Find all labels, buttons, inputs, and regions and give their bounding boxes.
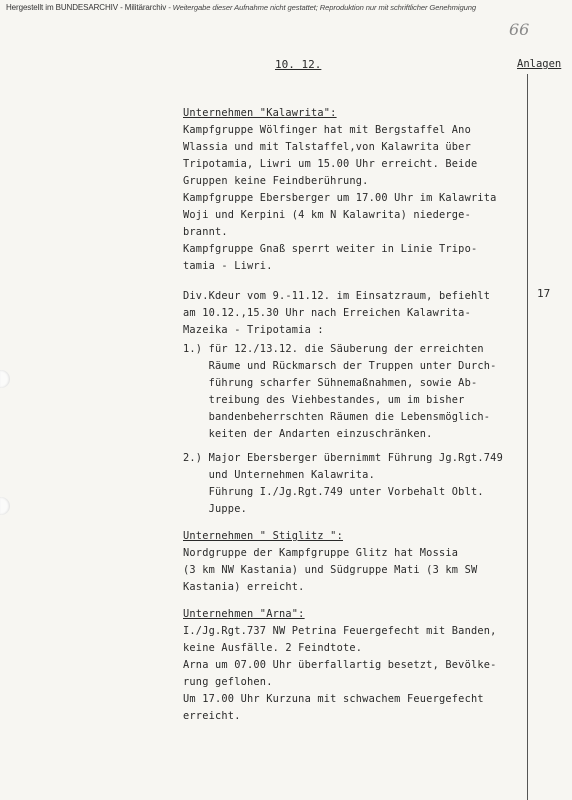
text-line: Führung I./Jg.Rgt.749 unter Vorbehalt Oblt. [183,486,484,498]
text-line: 1.) für 12./13.12. die Säuberung der erreichten [183,343,484,355]
text-line: Woji und Kerpini (4 km N Kalawrita) niederge- [183,209,471,221]
text-line: I./Jg.Rgt.737 NW Petrina Feuergefecht mit Banden, [183,625,497,637]
punch-hole-upper [0,370,10,388]
text-line: tamia - Liwri. [183,260,273,272]
text-line: bandenbeherrschten Räumen die Lebensmöglich- [183,411,491,423]
text-line: Räume und Rückmarsch der Truppen unter Durch- [183,360,497,372]
text-line: keiten der Andarten einzuschränken. [183,428,433,440]
text-line: Kampfgruppe Gnaß sperrt weiter in Linie Tripo- [183,243,478,255]
archive-header-prefix: Hergestellt im BUNDESARCHIV - Militärarchiv [6,3,167,12]
text-line: Mazeika - Tripotamia : [183,324,324,336]
margin-header-anlagen: Anlagen [517,58,562,70]
section-title-kalawrita: Unternehmen "Kalawrita": [183,107,337,119]
text-line: Kampfgruppe Ebersberger um 17.00 Uhr im Kalawrita [183,192,497,204]
text-line: Div.Kdeur vom 9.-11.12. im Einsatzraum, befiehlt [183,290,491,302]
text-line: Wlassia und mit Talstaffel,von Kalawrita über [183,141,471,153]
section-title-stiglitz: Unternehmen " Stiglitz ": [183,530,343,542]
text-line: und Unternehmen Kalawrita. [183,469,375,481]
text-line: rung geflohen. [183,676,273,688]
text-line: Arna um 07.00 Uhr überfallartig besetzt, Bevölke- [183,659,497,671]
text-line: 2.) Major Ebersberger übernimmt Führung Jg.Rgt.749 [183,452,503,464]
text-line: am 10.12.,15.30 Uhr nach Erreichen Kalawrita- [183,307,471,319]
text-line: brannt. [183,226,228,238]
text-line: Nordgruppe der Kampfgruppe Glitz hat Mossia [183,547,459,559]
text-line: Gruppen keine Feindberührung. [183,175,369,187]
text-line: Kastania) erreicht. [183,581,305,593]
archive-header-notice: - Weitergabe dieser Aufnahme nicht gestattet; Reproduktion nur mit schriftlicher Genehmigung [166,3,476,12]
archive-header [6,3,566,12]
punch-hole-lower [0,497,10,515]
text-line: (3 km NW Kastania) und Südgruppe Mati (3 km SW [183,564,478,576]
margin-note: 17 [537,287,551,300]
text-line: Juppe. [183,503,247,515]
margin-rule [527,74,528,800]
handwritten-page-number: 66 [509,20,530,39]
text-line: erreicht. [183,710,241,722]
text-line: treibung des Viehbestandes, um im bisher [183,394,465,406]
text-line: Tripotamia, Liwri um 15.00 Uhr erreicht. Beide [183,158,478,170]
entry-date: 10. 12. [275,58,322,71]
text-line: keine Ausfälle. 2 Feindtote. [183,642,363,654]
text-line: führung scharfer Sühnemaßnahmen, sowie Ab- [183,377,478,389]
text-line: Um 17.00 Uhr Kurzuna mit schwachem Feuergefecht [183,693,484,705]
text-line: Kampfgruppe Wölfinger hat mit Bergstaffel Ano [183,124,471,136]
section-title-arna: Unternehmen "Arna": [183,608,305,620]
